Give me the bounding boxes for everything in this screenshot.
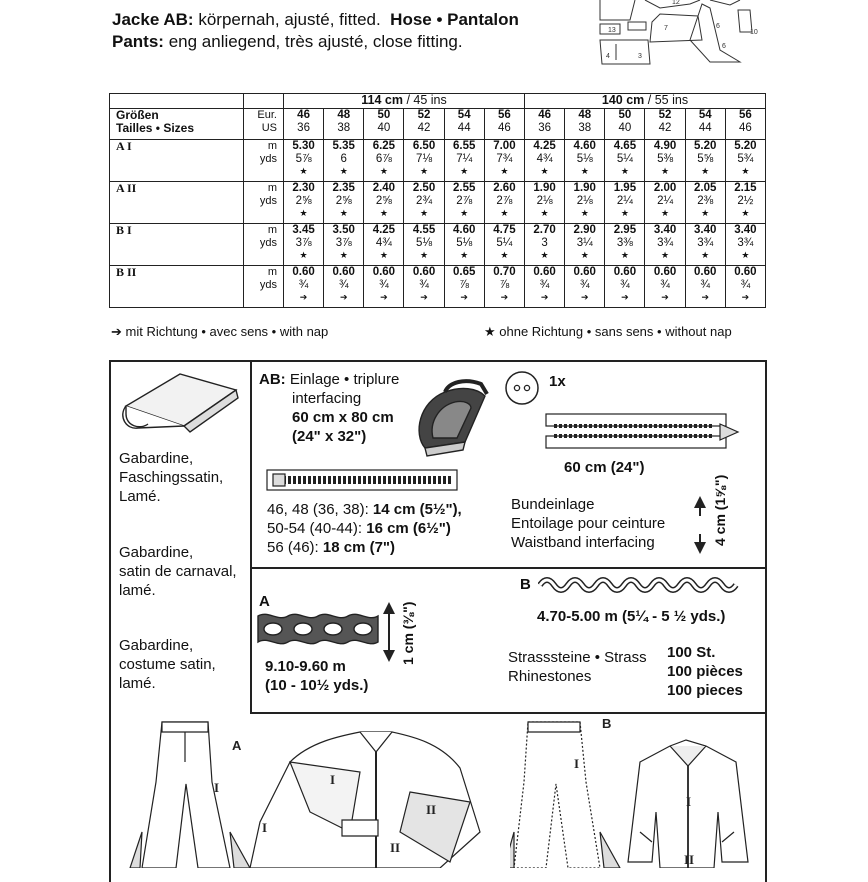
yardage-cell: 0.60 ¾ ➔ <box>364 266 404 308</box>
divider <box>250 567 765 569</box>
zipper-long-length: 60 cm (24") <box>564 459 645 476</box>
pattern-pieces-thumbnail <box>590 0 770 70</box>
iron-icon <box>405 378 495 460</box>
without-nap-legend: ★ ohne Richtung • sans sens • without nap <box>484 324 732 339</box>
yardage-cell: 4.55 5⅛ ★ <box>404 224 444 266</box>
width-arrow-icon <box>380 600 398 664</box>
yardage-cell: 0.60 ¾ ➔ <box>685 266 725 308</box>
waistband-width: 4 cm (1⅝") <box>712 474 728 546</box>
yardage-cell: 4.25 4¾ ★ <box>364 224 404 266</box>
yardage-cell: 0.60 ¾ ➔ <box>284 266 324 308</box>
width-arrow-icon <box>690 494 710 556</box>
with-nap-legend: ➔ mit Richtung • avec sens • with nap <box>111 324 329 339</box>
unit-cell: m yds <box>244 266 284 308</box>
yardage-cell: 5.30 5⅞ ★ <box>284 140 324 182</box>
yardage-cell: 1.90 2⅛ ★ <box>565 182 605 224</box>
yardage-cell: 4.90 5⅜ ★ <box>645 140 685 182</box>
thumb-number: 13 <box>608 27 616 34</box>
lace-length-yds: (10 - 10½ yds.) <box>265 677 369 694</box>
lace-trim-icon <box>256 612 380 646</box>
yardage-cell: 4.60 5⅛ ★ <box>444 224 484 266</box>
table-corner <box>244 94 284 109</box>
pants-heading: Pants: eng anliegend, très ajusté, close fitting. <box>112 32 463 51</box>
thumb-number: 10 <box>750 29 758 36</box>
piece-label: I <box>330 772 336 787</box>
thumb-number: 7 <box>664 25 668 32</box>
button-icon <box>502 368 542 408</box>
yardage-cell: 6.55 7¼ ★ <box>444 140 484 182</box>
piece-label: I <box>214 780 220 795</box>
table-row <box>110 224 766 266</box>
zipper-length-row: 50-54 (40-44): 16 cm (6½") <box>267 520 451 537</box>
zipper-length-row: 46, 48 (36, 38): 14 cm (5½"), <box>267 501 462 518</box>
size-column: 52 42 <box>645 109 685 140</box>
yardage-cell: 0.60 ¾ ➔ <box>324 266 364 308</box>
jacket-heading: Jacke AB: körpernah, ajusté, fitted. Hose • Pantalon <box>112 10 519 29</box>
ric-rac-view-label: B <box>520 576 531 593</box>
size-column: 56 46 <box>484 109 524 140</box>
lace-view-label: A <box>259 593 270 610</box>
yardage-cell: 4.75 5¼ ★ <box>484 224 524 266</box>
width-140-header: 140 cm / 55 ins <box>525 94 766 109</box>
piece-label: I <box>262 820 268 835</box>
size-column: 50 40 <box>605 109 645 140</box>
yardage-cell: 4.60 5⅛ ★ <box>565 140 605 182</box>
view-a-label: A <box>232 738 242 753</box>
zipper-icon <box>265 466 465 496</box>
yardage-cell: 2.95 3⅜ ★ <box>605 224 645 266</box>
view-label: A II <box>110 182 244 224</box>
view-label: B I <box>110 224 244 266</box>
yardage-cell: 4.65 5¼ ★ <box>605 140 645 182</box>
yardage-cell: 2.05 2⅜ ★ <box>685 182 725 224</box>
table-row <box>110 140 766 182</box>
interfacing-size-in: (24" x 32") <box>292 428 367 445</box>
view-label: B II <box>110 266 244 308</box>
size-row <box>110 109 766 140</box>
yardage-cell: 2.60 2⅞ ★ <box>484 182 524 224</box>
yardage-cell: 0.65 ⅞ ➔ <box>444 266 484 308</box>
yardage-cell: 5.35 6 ★ <box>324 140 364 182</box>
separating-zipper-icon <box>544 410 744 452</box>
ric-rac-length: 4.70-5.00 m (5¼ - 5 ½ yds.) <box>537 608 726 625</box>
rhinestones-qty: 100 St. 100 pièces 100 pieces <box>667 644 743 699</box>
yardage-cell: 2.35 2⅝ ★ <box>324 182 364 224</box>
yardage-cell: 0.70 ⅞ ➔ <box>484 266 524 308</box>
piece-label: II <box>684 852 695 867</box>
yardage-cell: 1.90 2⅛ ★ <box>525 182 565 224</box>
yardage-cell: 2.70 3 ★ <box>525 224 565 266</box>
thumb-number: 12 <box>672 0 680 6</box>
yardage-cell: 0.60 ¾ ➔ <box>404 266 444 308</box>
yardage-cell: 3.45 3⅞ ★ <box>284 224 324 266</box>
fabric-roll-icon <box>118 368 243 440</box>
yardage-cell: 2.00 2¼ ★ <box>645 182 685 224</box>
yardage-cell: 3.50 3⅞ ★ <box>324 224 364 266</box>
button-qty: 1x <box>549 373 566 390</box>
size-column: 48 38 <box>324 109 364 140</box>
thumb-number: 6 <box>722 43 726 50</box>
yardage-cell: 3.40 3¾ ★ <box>645 224 685 266</box>
interfacing-size: 60 cm x 80 cm <box>292 409 394 426</box>
thumb-number: 4 <box>606 53 610 60</box>
unit-cell: m yds <box>244 224 284 266</box>
view-b-label: B <box>602 716 612 731</box>
size-column: 50 40 <box>364 109 404 140</box>
unit-cell: m yds <box>244 140 284 182</box>
yardage-cell: 0.60 ¾ ➔ <box>605 266 645 308</box>
size-column: 54 44 <box>444 109 484 140</box>
yardage-cell: 5.20 5⅝ ★ <box>685 140 725 182</box>
yardage-cell: 2.90 3¼ ★ <box>565 224 605 266</box>
piece-label: II <box>426 802 437 817</box>
size-column: 52 42 <box>404 109 444 140</box>
piece-label: I <box>686 794 692 809</box>
yardage-cell: 6.50 7⅛ ★ <box>404 140 444 182</box>
yardage-cell: 2.40 2⅝ ★ <box>364 182 404 224</box>
yardage-cell: 2.15 2½ ★ <box>725 182 765 224</box>
yardage-cell: 0.60 ¾ ➔ <box>525 266 565 308</box>
table-row <box>110 182 766 224</box>
yardage-cell: 1.95 2¼ ★ <box>605 182 645 224</box>
waistband-label: Bundeinlage Entoilage pour ceinture Waistband interfacing <box>511 496 666 551</box>
size-column: 48 38 <box>565 109 605 140</box>
table-row <box>110 266 766 308</box>
piece-label: I <box>574 756 580 771</box>
interfacing-label: AB: Einlage • triplure <box>259 371 400 388</box>
table-corner <box>110 94 244 109</box>
size-column: 56 46 <box>725 109 765 140</box>
yardage-cell: 5.20 5¾ ★ <box>725 140 765 182</box>
view-b-illustration <box>510 712 766 868</box>
thumb-number: 3 <box>638 53 642 60</box>
yardage-cell: 0.60 ¾ ➔ <box>725 266 765 308</box>
size-column: 46 36 <box>525 109 565 140</box>
view-label: A I <box>110 140 244 182</box>
size-column: 54 44 <box>685 109 725 140</box>
yardage-cell: 7.00 7¾ ★ <box>484 140 524 182</box>
yardage-cell: 0.60 ¾ ➔ <box>565 266 605 308</box>
width-114-header: 114 cm / 45 ins <box>284 94 525 109</box>
fabric-list-en: Gabardine, costume satin, lamé. <box>119 637 216 692</box>
interfacing-en: interfacing <box>292 390 362 407</box>
size-column: 46 36 <box>284 109 324 140</box>
yardage-cell: 6.25 6⅞ ★ <box>364 140 404 182</box>
unit-cell: m yds <box>244 182 284 224</box>
lace-length: 9.10-9.60 m <box>265 658 346 675</box>
fabric-list-de: Gabardine, Faschingssatin, Lamé. <box>119 450 224 505</box>
yardage-table <box>109 93 766 308</box>
yardage-cell: 2.30 2⅝ ★ <box>284 182 324 224</box>
ric-rac-icon <box>538 574 742 596</box>
yardage-cell: 0.60 ¾ ➔ <box>645 266 685 308</box>
piece-label: II <box>390 840 401 855</box>
yardage-cell: 4.25 4¾ ★ <box>525 140 565 182</box>
view-a-illustration <box>110 712 510 868</box>
yardage-cell: 3.40 3¾ ★ <box>685 224 725 266</box>
lace-width: 1 cm (⅜") <box>400 601 416 665</box>
size-label: Größen Tailles • Sizes <box>110 109 244 140</box>
thumb-number: 6 <box>716 23 720 30</box>
size-system: Eur. US <box>244 109 284 140</box>
zipper-length-row: 56 (46): 18 cm (7") <box>267 539 396 556</box>
fabric-list-fr: Gabardine, satin de carnaval, lamé. <box>119 544 237 599</box>
yardage-cell: 3.40 3¾ ★ <box>725 224 765 266</box>
yardage-cell: 2.55 2⅞ ★ <box>444 182 484 224</box>
yardage-cell: 2.50 2¾ ★ <box>404 182 444 224</box>
rhinestones-label: Strasssteine • Strass Rhinestones <box>508 649 647 685</box>
